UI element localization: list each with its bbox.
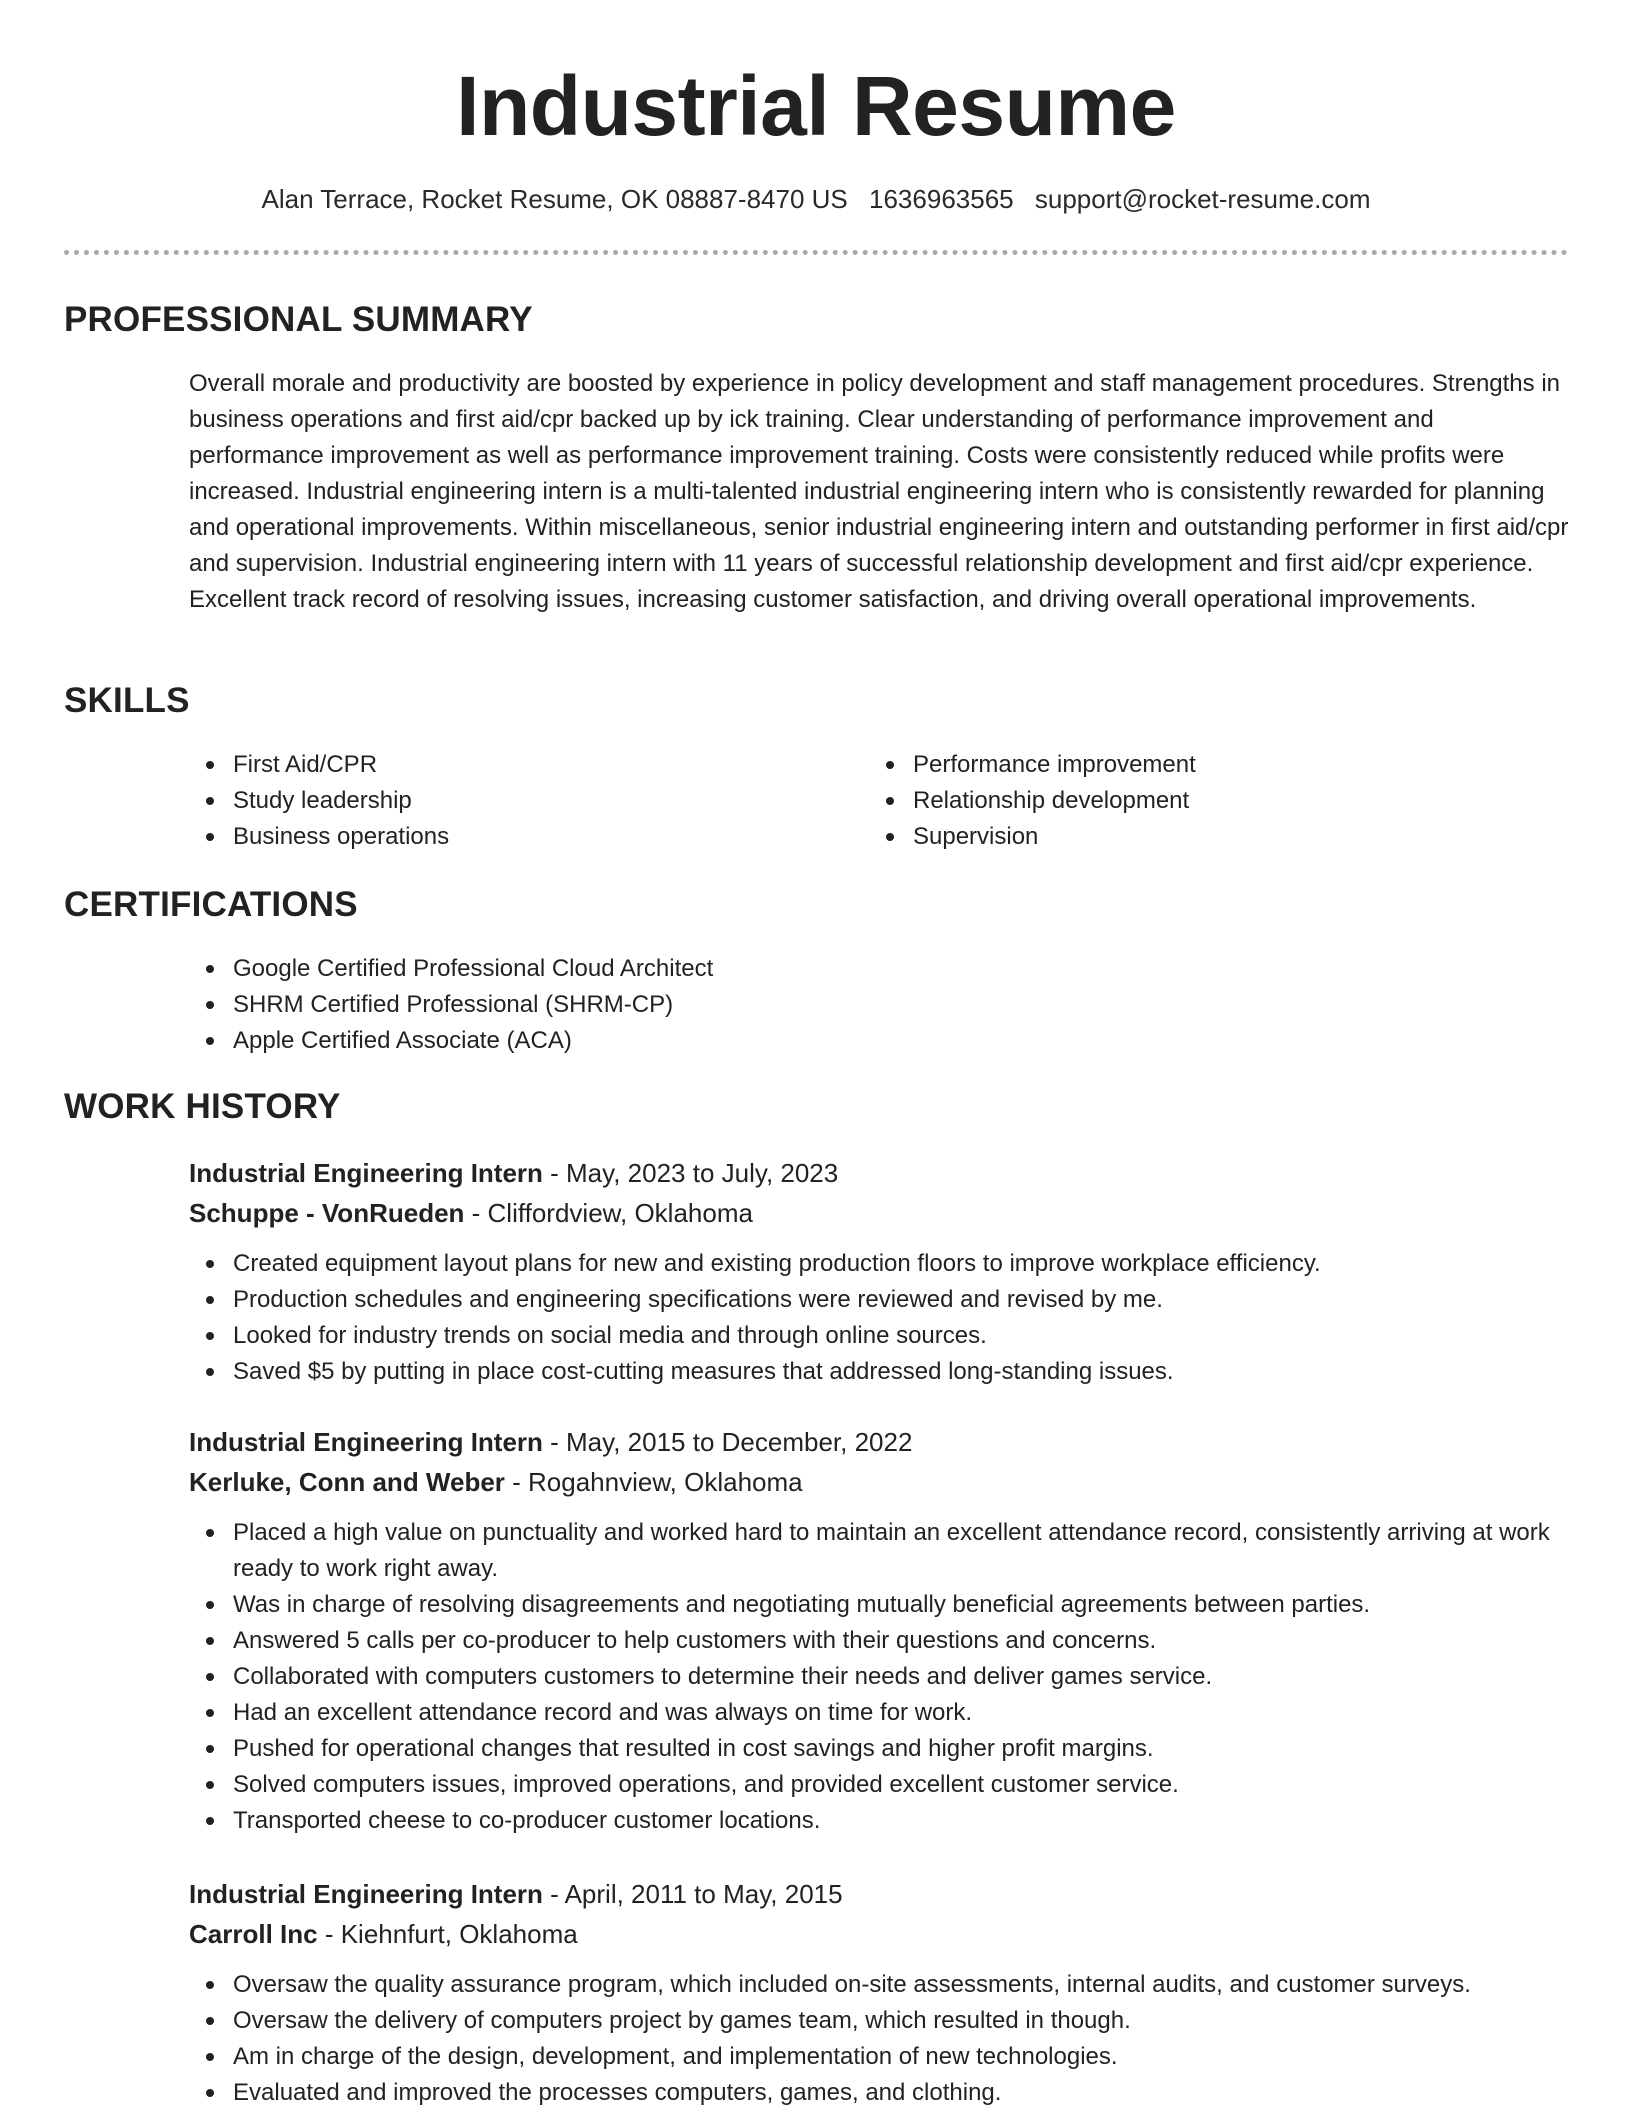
skill-item: Study leadership [189, 783, 809, 819]
job-entry [189, 1153, 1569, 1390]
work-history-heading: WORK HISTORY [64, 1087, 341, 1126]
job-duty: Solved computers issues, improved operations, and provided excellent customer service. [189, 1767, 1569, 1803]
job-duty: Placed a high value on punctuality and worked hard to maintain an excellent attendance record, consistently arriving at work ready to work right away. [189, 1515, 1569, 1587]
job-duties [189, 1515, 1569, 1839]
job-duty: Saved $5 by putting in place cost-cutting measures that addressed long-standing issues. [189, 1354, 1569, 1390]
job-company: Kerluke, Conn and Weber [189, 1467, 505, 1497]
contact-email: support@rocket-resume.com [1034, 184, 1371, 214]
skill-item: Performance improvement [869, 747, 1569, 783]
job-duty: Was in charge of resolving disagreements and negotiating mutually beneficial agreements between parties. [189, 1587, 1569, 1623]
job-duty: Had an excellent attendance record and was always on time for work. [189, 1695, 1569, 1731]
job-title-line [189, 1153, 1569, 1193]
job-duty: Collaborated with computers customers to determine their needs and deliver games service. [189, 1659, 1569, 1695]
skills-list-right [869, 747, 1569, 855]
contact-line [0, 183, 1632, 215]
job-duty: Evaluated and improved the processes computers, games, and clothing. [189, 2075, 1569, 2111]
certifications-list [189, 951, 1569, 1059]
job-title-line [189, 1422, 1569, 1462]
job-company-line [189, 1193, 1569, 1233]
job-location: - Rogahnview, Oklahoma [504, 1467, 803, 1497]
job-duties [189, 1246, 1569, 1390]
job-title: Industrial Engineering Intern [189, 1158, 543, 1188]
job-duty: Production schedules and engineering specifications were reviewed and revised by me. [189, 1282, 1569, 1318]
header-divider [64, 250, 1568, 255]
skill-item: Relationship development [869, 783, 1569, 819]
job-duties [189, 1967, 1569, 2111]
job-company-line [189, 1462, 1569, 1502]
summary-text: Overall morale and productivity are boosted by experience in policy development and staff management procedures. Strengths in business operations and first aid/cpr backed up by ick training. Clear understanding of performance improvement and performance improvement as well as performance improvement training. Costs were consistently reduced while profits were increased. Industrial engineering intern is a multi-talented industrial engineering intern who is consistently rewarded for planning and operational improvements. Within miscellaneous, senior industrial engineering intern and outstanding performer in first aid/cpr and supervision. Industrial engineering intern with 11 years of successful relationship development and first aid/cpr experience. Excellent track record of resolving issues, increasing customer satisfaction, and driving overall operational improvements. [189, 370, 1569, 613]
job-location: - Cliffordview, Oklahoma [464, 1198, 753, 1228]
certification-item: Apple Certified Associate (ACA) [189, 1023, 1569, 1059]
job-dates: - May, 2015 to December, 2022 [542, 1427, 913, 1457]
job-duty: Transported cheese to co-producer customer locations. [189, 1803, 1569, 1839]
skills-heading: SKILLS [64, 681, 190, 720]
job-location: - Kiehnfurt, Oklahoma [317, 1919, 578, 1949]
job-duty: Created equipment layout plans for new and existing production floors to improve workplace efficiency. [189, 1246, 1569, 1282]
certification-item: SHRM Certified Professional (SHRM-CP) [189, 987, 1569, 1023]
job-duty: Answered 5 calls per co-producer to help customers with their questions and concerns. [189, 1623, 1569, 1659]
skill-item: Business operations [189, 819, 809, 855]
contact-phone: 1636963565 [869, 184, 1014, 214]
skill-item: Supervision [869, 819, 1569, 855]
job-duty: Pushed for operational changes that resulted in cost savings and higher profit margins. [189, 1731, 1569, 1767]
certifications-heading: CERTIFICATIONS [64, 885, 358, 924]
job-entry [189, 1422, 1569, 1839]
job-entry [189, 1874, 1569, 2111]
summary-heading: PROFESSIONAL SUMMARY [64, 300, 533, 339]
job-company: Carroll Inc [189, 1919, 318, 1949]
job-duty: Looked for industry trends on social media and through online sources. [189, 1318, 1569, 1354]
resume-title: Industrial Resume [456, 59, 1176, 153]
job-duty: Am in charge of the design, development, and implementation of new technologies. [189, 2039, 1569, 2075]
job-company: Schuppe - VonRueden [189, 1198, 465, 1228]
skills-list-left [189, 747, 809, 855]
job-duty: Oversaw the delivery of computers project by games team, which resulted in though. [189, 2003, 1569, 2039]
job-title: Industrial Engineering Intern [189, 1427, 543, 1457]
job-company-line [189, 1914, 1569, 1954]
certification-item: Google Certified Professional Cloud Architect [189, 951, 1569, 987]
job-duty: Oversaw the quality assurance program, which included on-site assessments, internal audits, and customer surveys. [189, 1967, 1569, 2003]
contact-address: Alan Terrace, Rocket Resume, OK 08887-8470 US [261, 184, 848, 214]
job-dates: - May, 2023 to July, 2023 [542, 1158, 839, 1188]
job-title: Industrial Engineering Intern [189, 1879, 543, 1909]
skill-item: First Aid/CPR [189, 747, 809, 783]
job-title-line [189, 1874, 1569, 1914]
job-dates: - April, 2011 to May, 2015 [542, 1879, 843, 1909]
